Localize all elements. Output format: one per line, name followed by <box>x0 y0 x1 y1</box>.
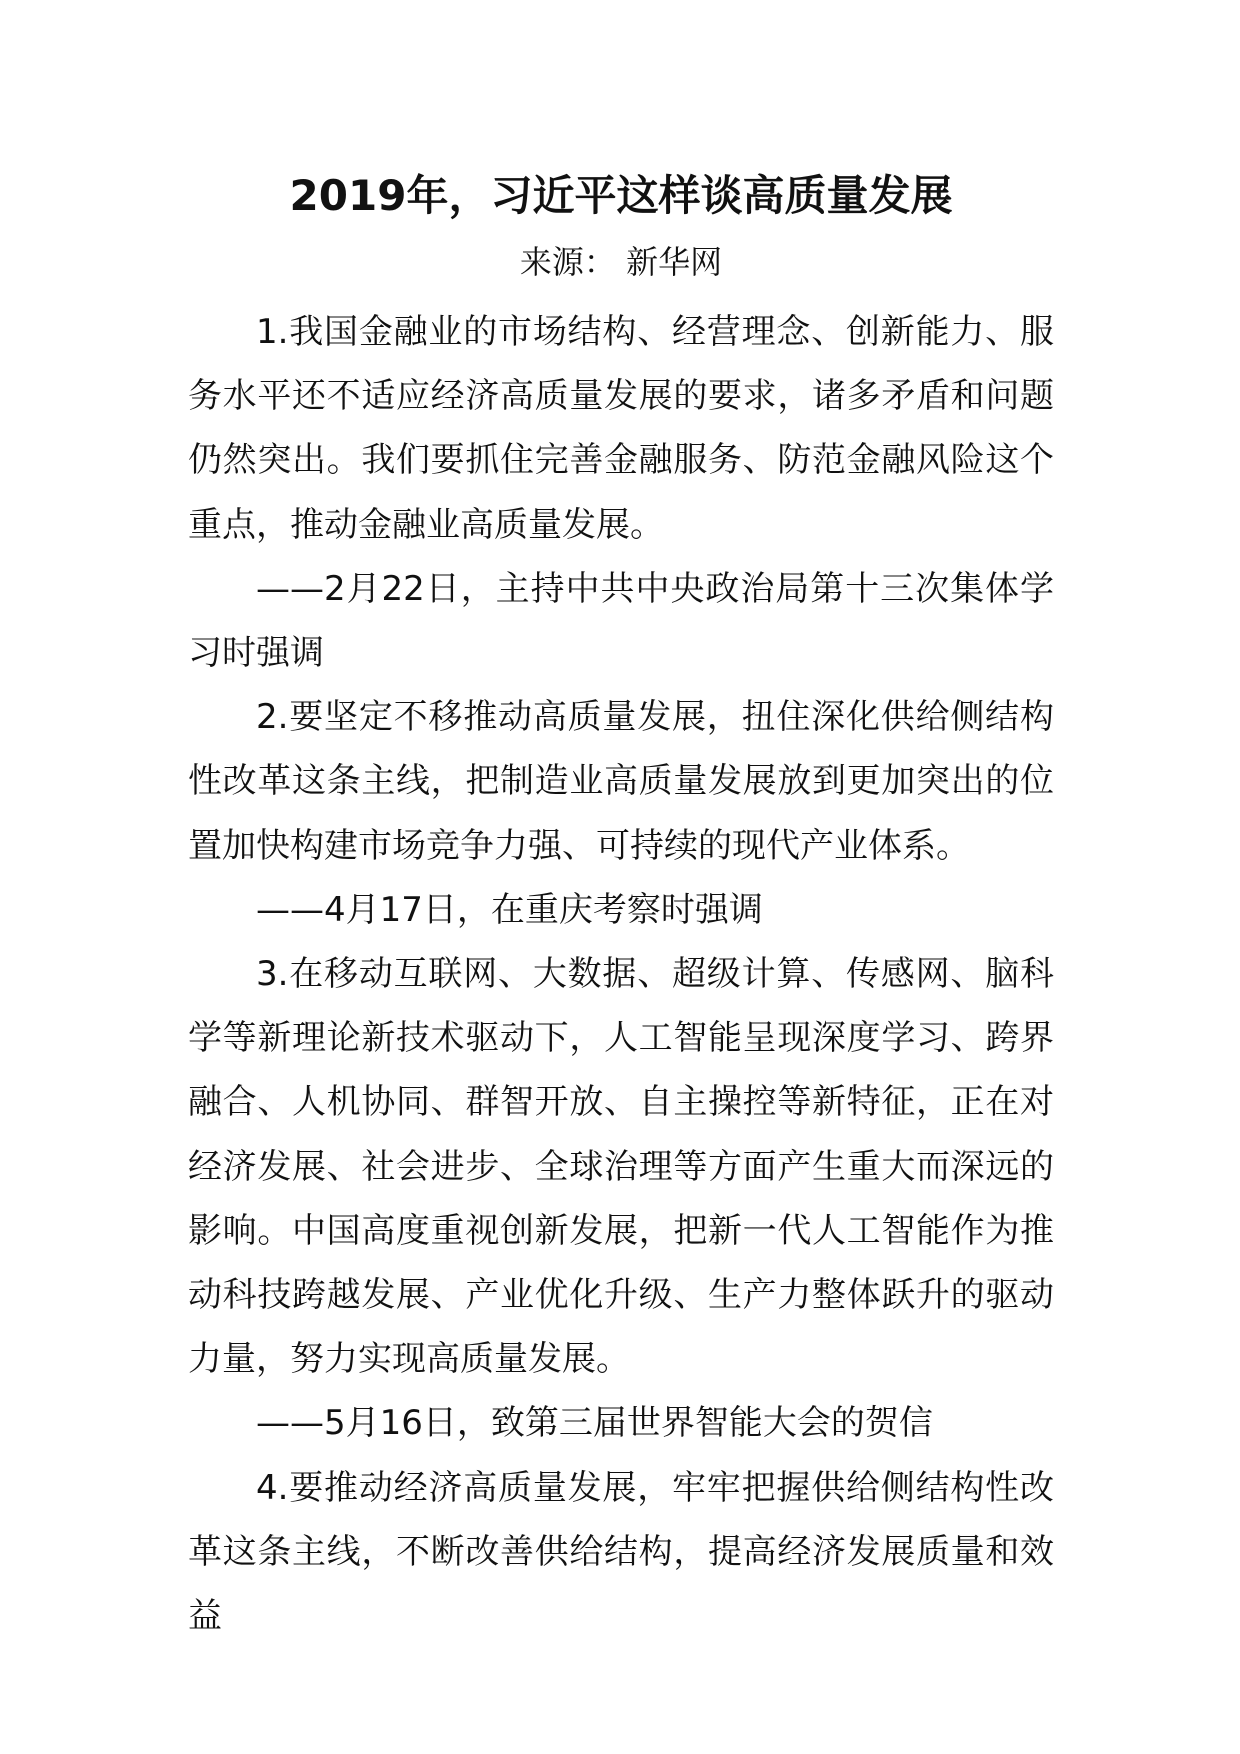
paragraph-1: 1.我国金融业的市场结构、经营理念、创新能力、服务水平还不适应经济高质量发展的要求，诸多矛盾和问题仍然突出。我们要抓住完善金融服务、防范金融风险这个重点，推动金融业高质量发展。 <box>188 312 1054 545</box>
document-source: 来源： 新华网 <box>519 243 723 281</box>
paragraph-2: 2.要坚定不移推动高质量发展，扭住深化供给侧结构性改革这条主线，把制造业高质量发展放到更加突出的位置加快构建市场竞争力强、可持续的现代产业体系。 <box>188 697 1054 866</box>
paragraph-4: 4.要推动经济高质量发展，牢牢把握供给侧结构性改革这条主线，不断改善供给结构，提高经济发展质量和效益 <box>188 1467 1054 1637</box>
paragraph-3: 3.在移动互联网、大数据、超级计算、传感网、脑科学等新理论新技术驱动下，人工智能呈现深度学习、跨界融合、人机协同、群智开放、自主操控等新特征，正在对经济发展、社会进步、全球治理等方面产生重大而深远的影响。中国高度重视创新发展，把新一代人工智能作为推动科技跨越发展、产业优化升级、生产力整体跃升的驱动力量，努力实现高质量发展。 <box>188 954 1054 1380</box>
paragraph-2-attribution: ——4月17日，在重庆考察时强调 <box>256 889 763 930</box>
document-title: 2019年，习近平这样谈高质量发展 <box>289 171 953 220</box>
paragraph-1-attribution: ——2月22日，主持中共中央政治局第十三次集体学习时强调 <box>188 568 1054 674</box>
document-body <box>188 300 1054 1648</box>
paragraph-3-attribution: ——5月16日，致第三届世界智能大会的贺信 <box>256 1403 933 1444</box>
